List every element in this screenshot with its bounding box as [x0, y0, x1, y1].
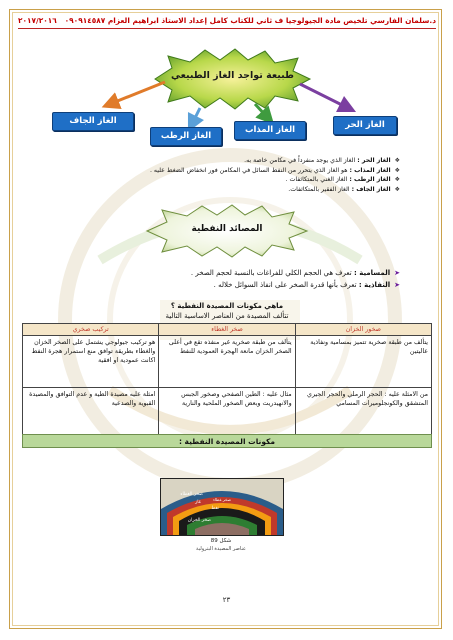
question-subheading: تتألف المصيدة من العناصر الاساسية التالية [165, 312, 289, 320]
table-cell: هو تركيب جيولوجي يشتمل على الصخر الخزان والغطاء بطريقة توافق منع استمرار هجرة النفط اكانت عمودية او افقية [23, 336, 159, 388]
table-cell: يتألف من طبقة صخرية تتميز بمسامية ونفاذية عاليتين [295, 336, 431, 388]
figure-caption-title: عناصر المصيدة البترولية [196, 546, 246, 552]
question-heading: ماهي مكونات المصيدة النفطية ؟ [170, 302, 284, 310]
table-header: تركيب صخري [23, 324, 159, 336]
list-item: ❖ الغاز المذاب : هو الغاز الذي يتحرر من النفط السائل في المكامن فور انخفاض الضغط عليه . [150, 166, 400, 174]
bullet-icon: ❖ [394, 185, 400, 193]
list-item: ❖ الغاز الرطب : الغاز الغني بالمتكاثفات . [285, 176, 400, 184]
section-banner: مكونات المصيدة النفطية : [22, 434, 432, 448]
table-header: صخور الخزان [295, 324, 431, 336]
list-item: ➤ النفاذية : تعرف بأنها قدرة الصخر على انفاذ السوائل خلاله . [40, 280, 400, 292]
list-item: ❖ الغاز الحر : الغاز الذي يوجد منفرداً في مكامن خاصة به. [244, 157, 400, 164]
page-header [18, 16, 436, 25]
header-year: ٢٠١٧/٢٠١٦ [18, 16, 57, 25]
figure-label-cap: صخر الغطاء [180, 492, 203, 497]
table-cell: مثال عليه : الطين الصفحي وصخور الجبس والانهيدريت وبعض الصخور الملحية والنارية [159, 388, 295, 443]
section-title: المصائد النفطية [191, 224, 263, 234]
figure-label-reservoir: صخر الخزان [187, 518, 211, 523]
bullet-icon: ❖ [394, 157, 400, 164]
list-item: ❖ الغاز الجاف : الغاز الفقير بالمتكاثفات. [288, 185, 400, 193]
header-title: د.سلمان الفارسي تلخيص مادة الجيولوجيا ف ثاني للكتاب كامل إعداد الاستاذ ابراهيم العزام ٠٩٠٩١٤٥٨٧ [64, 16, 436, 25]
trap-components-table [22, 323, 432, 443]
gas-definitions-list [40, 156, 400, 194]
figure-label-cap2: صخر غطاء [213, 497, 231, 502]
arrow-bullet-icon: ➤ [394, 280, 400, 289]
page-number: ٢٣ [222, 596, 231, 604]
figure-label-oil: نفط [211, 506, 219, 511]
table-header-row [23, 324, 432, 336]
figure-label-gas: غاز [195, 500, 201, 505]
table-cell: يتألف من طبقة صخرية غير منفذه تقع في أعلى الصخر الخزان مانعة الهجرة العمودية للنفط [159, 336, 295, 388]
figure-caption-number: شكل 89 [210, 538, 232, 544]
table-cell: امثلة عليه مصيدة الطية و عدم التوافق والمصيدة القبوية والصدعية [23, 388, 159, 443]
list-item: ➤ المسامية : تعرف هي الحجم الكلي للفراغات بالنسبة لحجم الصخر . [40, 268, 400, 280]
box-wet-gas: الغاز الرطب [150, 127, 222, 146]
properties-list [40, 268, 400, 291]
trap-cross-section-figure [160, 478, 284, 536]
bullet-icon: ❖ [394, 166, 400, 174]
box-dry-gas: الغاز الجاف [52, 112, 134, 131]
box-dissolved-gas: الغاز المذاب [234, 121, 306, 140]
diagram-title: طبيعة تواجد الغاز الطبيعي [171, 70, 294, 81]
table-header: صخر الغطاء [159, 324, 295, 336]
arrow-bullet-icon: ➤ [394, 269, 400, 277]
table-row [23, 336, 432, 388]
bullet-icon: ❖ [394, 176, 400, 184]
header-divider [18, 28, 436, 29]
box-free-gas: الغاز الحر [333, 116, 397, 135]
table-cell: من الامثلة عليه : الحجر الرملي والحجر الجيري المتشقق والكونجلوميرات المسامي [295, 388, 431, 443]
